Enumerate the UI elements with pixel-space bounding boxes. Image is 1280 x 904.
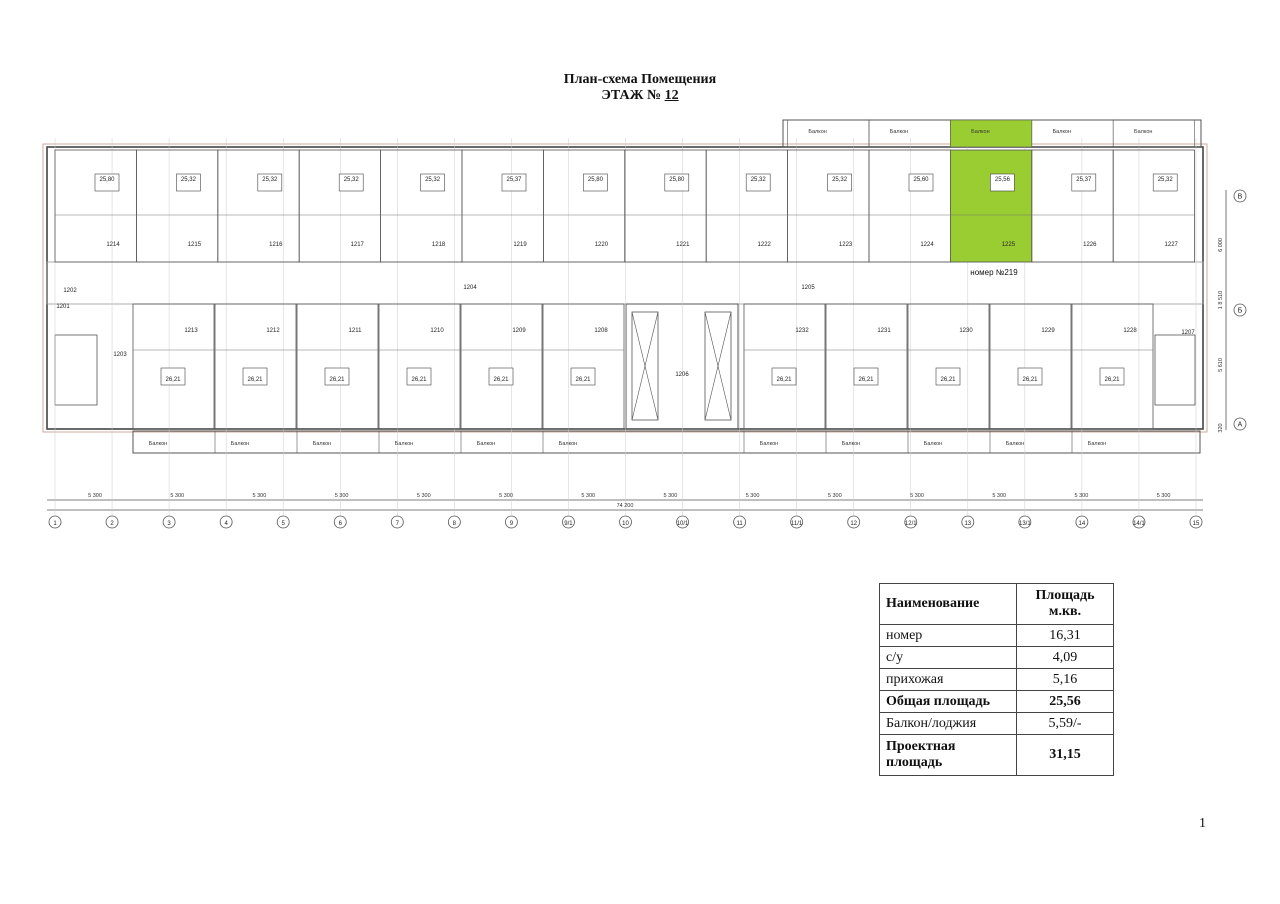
balcony-label: Балкон xyxy=(1052,129,1072,135)
unit-area: 25,60 xyxy=(913,177,929,183)
span-dimension: 5 300 xyxy=(745,493,760,499)
axis-label: 2 xyxy=(110,521,114,527)
axis-label: 4 xyxy=(224,521,228,527)
axis-label: 12/1 xyxy=(904,521,917,527)
corridor-label: 1205 xyxy=(801,285,815,291)
balcony-label: Балкон xyxy=(841,441,861,447)
axis-label: 7 xyxy=(395,521,399,527)
bottom-unit xyxy=(543,304,624,429)
highlighted-unit xyxy=(950,150,1031,262)
span-dimension: 5 300 xyxy=(992,493,1007,499)
unit-area: 25,32 xyxy=(343,177,359,183)
axis-label: 8 xyxy=(452,521,457,527)
unit-area: 26,21 xyxy=(329,377,345,383)
bottom-unit xyxy=(379,304,460,429)
spec-row: прихожая 5,16 xyxy=(880,669,1114,691)
unit-area: 25,32 xyxy=(832,177,848,183)
unit-area: 26,21 xyxy=(575,377,591,383)
unit-number: 1221 xyxy=(676,242,690,248)
spec-project-row: Проектная площадь 31,15 xyxy=(880,735,1114,776)
unit-number: 1210 xyxy=(430,328,444,334)
service-room-label: 1203 xyxy=(113,352,127,358)
axis-label: 14 xyxy=(1078,521,1086,527)
unit-area: 25,32 xyxy=(1157,177,1173,183)
axis-label: 6 xyxy=(338,521,342,527)
unit-number: 1230 xyxy=(959,328,973,334)
span-dimension: 5 300 xyxy=(581,493,596,499)
axis-label: 5 xyxy=(281,521,285,527)
unit-number: 1232 xyxy=(795,328,809,334)
span-dimension: 5 300 xyxy=(827,493,842,499)
unit-area: 26,21 xyxy=(1104,377,1120,383)
unit-number: 1217 xyxy=(350,242,364,248)
balcony-label: Балкон xyxy=(1005,441,1025,447)
unit-area: 25,37 xyxy=(1076,177,1092,183)
corridor-label: 1204 xyxy=(463,285,477,291)
axis-label: 11 xyxy=(736,521,743,527)
top-unit xyxy=(1032,150,1113,262)
service-room-label: 1207 xyxy=(1181,330,1195,336)
top-unit xyxy=(625,150,706,262)
unit-area: 25,32 xyxy=(750,177,766,183)
spec-header-row xyxy=(880,584,1114,625)
bottom-unit xyxy=(297,304,378,429)
span-dimension: 5 300 xyxy=(252,493,267,499)
top-unit xyxy=(706,150,787,262)
unit-area: 26,21 xyxy=(165,377,181,383)
unit-area: 25,80 xyxy=(669,177,685,183)
spec-header-name: Наименование xyxy=(880,584,1017,625)
service-room-label: 1202 xyxy=(63,288,77,294)
balcony-label: Балкон xyxy=(148,441,168,447)
axis-label: 14/1 xyxy=(1133,521,1145,527)
balcony-label: Балкон xyxy=(558,441,578,447)
spec-balcony-row: Балкон/лоджия 5,59/- xyxy=(880,713,1114,735)
span-dimension: 5 300 xyxy=(334,493,349,499)
floor-number: 12 xyxy=(664,88,679,103)
top-unit xyxy=(788,150,869,262)
top-unit xyxy=(218,150,299,262)
top-unit xyxy=(462,150,543,262)
stairwell-right xyxy=(1155,335,1195,405)
axis-label: 3 xyxy=(167,521,171,527)
service-room-label: 1206 xyxy=(675,372,689,378)
span-dimension: 5 300 xyxy=(663,493,678,499)
unit-area: 26,21 xyxy=(940,377,956,383)
unit-number: 1218 xyxy=(431,242,446,248)
row-axis-label: А xyxy=(1237,421,1243,429)
corridor xyxy=(47,262,1203,304)
bottom-unit xyxy=(990,304,1071,429)
side-dimension: 6 000 xyxy=(1218,238,1224,252)
spec-header-area: Площадь м.кв. xyxy=(1017,584,1114,625)
spec-total-row: Общая площадь 25,56 xyxy=(880,691,1114,713)
top-balcony xyxy=(788,120,869,147)
unit-number: 1216 xyxy=(269,242,283,248)
top-unit xyxy=(543,150,624,262)
axis-label: 1 xyxy=(53,521,57,527)
top-balcony xyxy=(869,120,950,147)
unit-number: 1209 xyxy=(512,328,526,334)
unit-number: 1208 xyxy=(594,328,608,334)
unit-number: 1227 xyxy=(1164,242,1178,248)
top-unit xyxy=(1113,150,1194,262)
service-room-label: 1201 xyxy=(56,304,70,310)
unit-area: 26,21 xyxy=(776,377,792,383)
unit-area: 25,80 xyxy=(587,177,603,183)
area-spec-table xyxy=(879,583,1114,776)
balcony-label: Балкон xyxy=(923,441,943,447)
bottom-unit xyxy=(1072,304,1153,429)
spec-row: номер 16,31 xyxy=(880,625,1114,647)
balcony-label: Балкон xyxy=(1087,441,1107,447)
unit-area: 25,32 xyxy=(262,177,278,183)
unit-number: 1213 xyxy=(184,328,198,334)
balcony-label: Балкон xyxy=(971,129,990,135)
unit-number: 1212 xyxy=(266,328,280,334)
stairwell-left xyxy=(55,335,97,405)
unit-area: 25,80 xyxy=(99,177,115,183)
span-dimension: 5 300 xyxy=(1156,493,1171,499)
balcony-label: Балкон xyxy=(759,441,779,447)
unit-number: 1211 xyxy=(348,328,362,334)
bottom-unit xyxy=(744,304,825,429)
row-axis-label: В xyxy=(1237,193,1243,201)
balcony-label: Балкон xyxy=(476,441,496,447)
balcony-label: Балкон xyxy=(808,129,827,135)
balcony-label: Балкон xyxy=(312,441,332,447)
top-unit xyxy=(381,150,462,262)
axis-label: 10 xyxy=(622,521,629,527)
unit-number: 1220 xyxy=(594,242,609,248)
top-unit xyxy=(55,150,136,262)
unit-number: 1229 xyxy=(1041,328,1055,334)
balcony-label: Балкон xyxy=(1133,129,1153,135)
unit-number: 1214 xyxy=(106,242,120,248)
unit-number: 1215 xyxy=(187,242,202,248)
lift-core xyxy=(626,304,738,429)
unit-number: 1224 xyxy=(920,242,934,248)
span-dimension: 5 300 xyxy=(1074,493,1089,499)
unit-area: 25,32 xyxy=(425,177,441,183)
bottom-unit xyxy=(461,304,542,429)
top-balcony xyxy=(1113,120,1194,147)
unit-area: 26,21 xyxy=(858,377,874,383)
unit-area: 25,32 xyxy=(180,177,196,183)
axis-label: 10/1 xyxy=(676,521,689,527)
span-dimension: 5 300 xyxy=(499,493,513,499)
unit-number: 1226 xyxy=(1083,242,1097,248)
axis-label: 9 xyxy=(509,521,514,527)
unit-area: 26,21 xyxy=(493,377,509,383)
unit-area: 26,21 xyxy=(411,377,427,383)
bottom-unit xyxy=(826,304,907,429)
unit-number: 1228 xyxy=(1123,328,1137,334)
top-unit xyxy=(136,150,217,262)
highlighted-balcony xyxy=(950,120,1031,147)
axis-label: 13/1 xyxy=(1019,521,1031,527)
unit-area: 26,21 xyxy=(247,377,263,383)
span-dimension: 5 300 xyxy=(170,493,185,499)
balcony-label: Балкон xyxy=(889,129,909,135)
unit-number: 1231 xyxy=(877,328,891,334)
unit-number: 1225 xyxy=(1001,242,1016,248)
bottom-unit xyxy=(215,304,296,429)
axis-label: 13 xyxy=(964,521,972,527)
top-unit xyxy=(869,150,950,262)
unit-number: 1219 xyxy=(513,242,527,248)
page-number: 1 xyxy=(1199,816,1206,831)
balcony-label: Балкон xyxy=(394,441,414,447)
unit-number: 1223 xyxy=(838,242,853,248)
row-axis-label: Б xyxy=(1237,307,1243,315)
axis-label: 15 xyxy=(1192,521,1200,527)
bottom-balcony-strip xyxy=(133,431,1200,453)
unit-area: 25,37 xyxy=(506,177,522,183)
highlighted-unit-label: номер №219 xyxy=(970,268,1018,277)
title-line-1: План-схема Помещения xyxy=(563,72,717,87)
axis-label: 12 xyxy=(850,521,858,527)
side-dimension: 320 xyxy=(1218,423,1224,433)
side-dimension: 5 610 xyxy=(1218,358,1224,372)
unit-area: 25,56 xyxy=(994,177,1010,183)
unit-number: 1222 xyxy=(757,242,771,248)
axis-label: 11/1 xyxy=(791,521,803,527)
side-dimension: 1 8 510 xyxy=(1218,290,1224,310)
bottom-unit xyxy=(133,304,214,429)
balcony-label: Балкон xyxy=(230,441,250,447)
span-dimension: 5 300 xyxy=(416,493,431,499)
title-line-2: ЭТАЖ № 12 xyxy=(601,88,679,103)
top-unit xyxy=(299,150,380,262)
spec-row: с/у 4,09 xyxy=(880,647,1114,669)
bottom-unit xyxy=(908,304,989,429)
total-dimension: 74 200 xyxy=(616,503,634,509)
top-balcony xyxy=(1032,120,1113,147)
span-dimension: 5 300 xyxy=(910,493,924,499)
unit-area: 26,21 xyxy=(1022,377,1038,383)
span-dimension: 5 300 xyxy=(88,493,102,499)
axis-label: 9/1 xyxy=(564,521,573,527)
